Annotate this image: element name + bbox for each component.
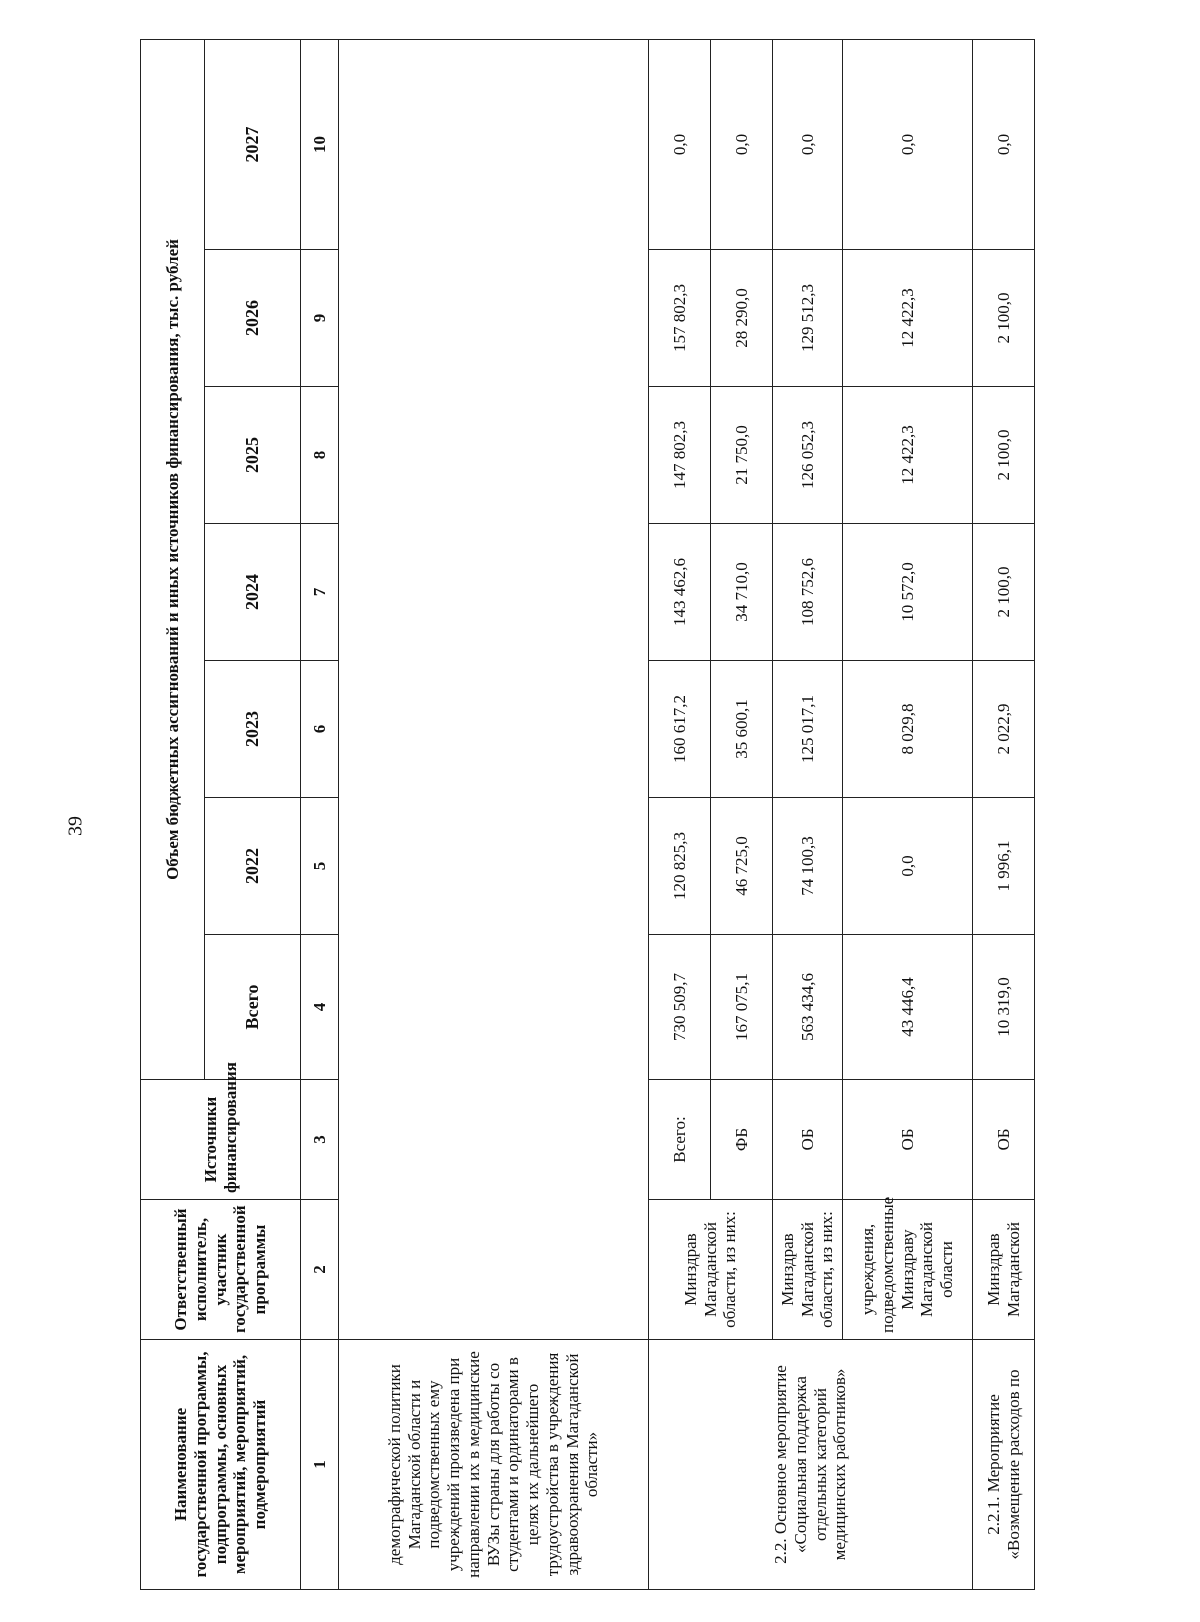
table-row [649,39,711,1589]
column-number: 4 [301,935,339,1080]
value-cell: 28 290,0 [711,250,773,387]
header-year: 2025 [205,387,301,524]
value-cell: 12 422,3 [843,387,973,524]
value-cell: 0,0 [973,39,1035,249]
continuation-cell: демографической политики Магаданской области и подведомственных ему учреждений произведена при направлении их в медицинские ВУЗы страны для работы со студентами и ординаторами в целях их дальнейшего трудоустройства в учреждения здравоохранения Магаданской области» [339,1340,649,1590]
value-cell: 21 750,0 [711,387,773,524]
value-cell: 167 075,1 [711,935,773,1080]
value-cell: 46 725,0 [711,798,773,935]
value-cell: 43 446,4 [843,935,973,1080]
header-year: 2026 [205,250,301,387]
value-cell: 0,0 [773,39,843,249]
source-cell: ОБ [843,1080,973,1200]
header-source: Источники финансирования [141,1080,301,1200]
source-cell: ОБ [773,1080,843,1200]
value-cell: 0,0 [711,39,773,249]
executor-cell: Минздрав Магаданской области, из них: [773,1200,843,1340]
value-cell: 2 100,0 [973,387,1035,524]
value-cell: 10 319,0 [973,935,1035,1080]
header-executor: Ответственный исполнитель, участник государственной программы [141,1200,301,1340]
column-number: 3 [301,1080,339,1200]
header-name: Наименование государственной программы, подпрограммы, основных мероприятий, мероприятий, подмероприятий [141,1340,301,1590]
value-cell: 108 752,6 [773,524,843,661]
budget-table [140,39,1035,1590]
executor-cell: Минздрав Магаданской [973,1200,1035,1340]
value-cell: 2 022,9 [973,661,1035,798]
continuation-empty [339,39,649,1339]
value-cell: 563 434,6 [773,935,843,1080]
executor-cell: учреждения, подведомственные Минздраву Магаданской области [843,1200,973,1340]
header-year: 2027 [205,39,301,249]
value-cell: 74 100,3 [773,798,843,935]
column-number: 8 [301,387,339,524]
source-cell: ФБ [711,1080,773,1200]
value-cell: 143 462,6 [649,524,711,661]
header-year: 2022 [205,798,301,935]
column-number: 5 [301,798,339,935]
value-cell: 126 052,3 [773,387,843,524]
value-cell: 0,0 [649,39,711,249]
header-volume: Объем бюджетных ассигнований и иных источников финансирования, тыс. рублей [141,39,205,1079]
value-cell: 125 017,1 [773,661,843,798]
value-cell: 8 029,8 [843,661,973,798]
value-cell: 0,0 [843,798,973,935]
value-cell: 129 512,3 [773,250,843,387]
column-number: 7 [301,524,339,661]
measure-2-2-1-name: 2.2.1. Мероприятие «Возмещение расходов по [973,1340,1035,1590]
header-year: 2024 [205,524,301,661]
source-cell: ОБ [973,1080,1035,1200]
value-cell: 147 802,3 [649,387,711,524]
value-cell: 730 509,7 [649,935,711,1080]
measure-2-2-name: 2.2. Основное мероприятие «Социальная поддержка отдельных категорий медицинских работников» [649,1340,973,1590]
executor-cell: Минздрав Магаданской области, из них: [649,1200,773,1340]
value-cell: 35 600,1 [711,661,773,798]
value-cell: 1 996,1 [973,798,1035,935]
source-cell: Всего: [649,1080,711,1200]
rotated-page [140,40,1175,1590]
column-number: 6 [301,661,339,798]
table-row [973,39,1035,1589]
value-cell: 10 572,0 [843,524,973,661]
value-cell: 34 710,0 [711,524,773,661]
column-number: 2 [301,1200,339,1340]
value-cell: 157 802,3 [649,250,711,387]
value-cell: 2 100,0 [973,524,1035,661]
value-cell: 0,0 [843,39,973,249]
value-cell: 2 100,0 [973,250,1035,387]
value-cell: 12 422,3 [843,250,973,387]
column-number: 1 [301,1340,339,1590]
value-cell: 120 825,3 [649,798,711,935]
header-year: 2023 [205,661,301,798]
page-number: 39 [64,816,87,836]
column-number: 9 [301,250,339,387]
value-cell: 160 617,2 [649,661,711,798]
column-number: 10 [301,39,339,249]
header-total: Всего [205,935,301,1080]
